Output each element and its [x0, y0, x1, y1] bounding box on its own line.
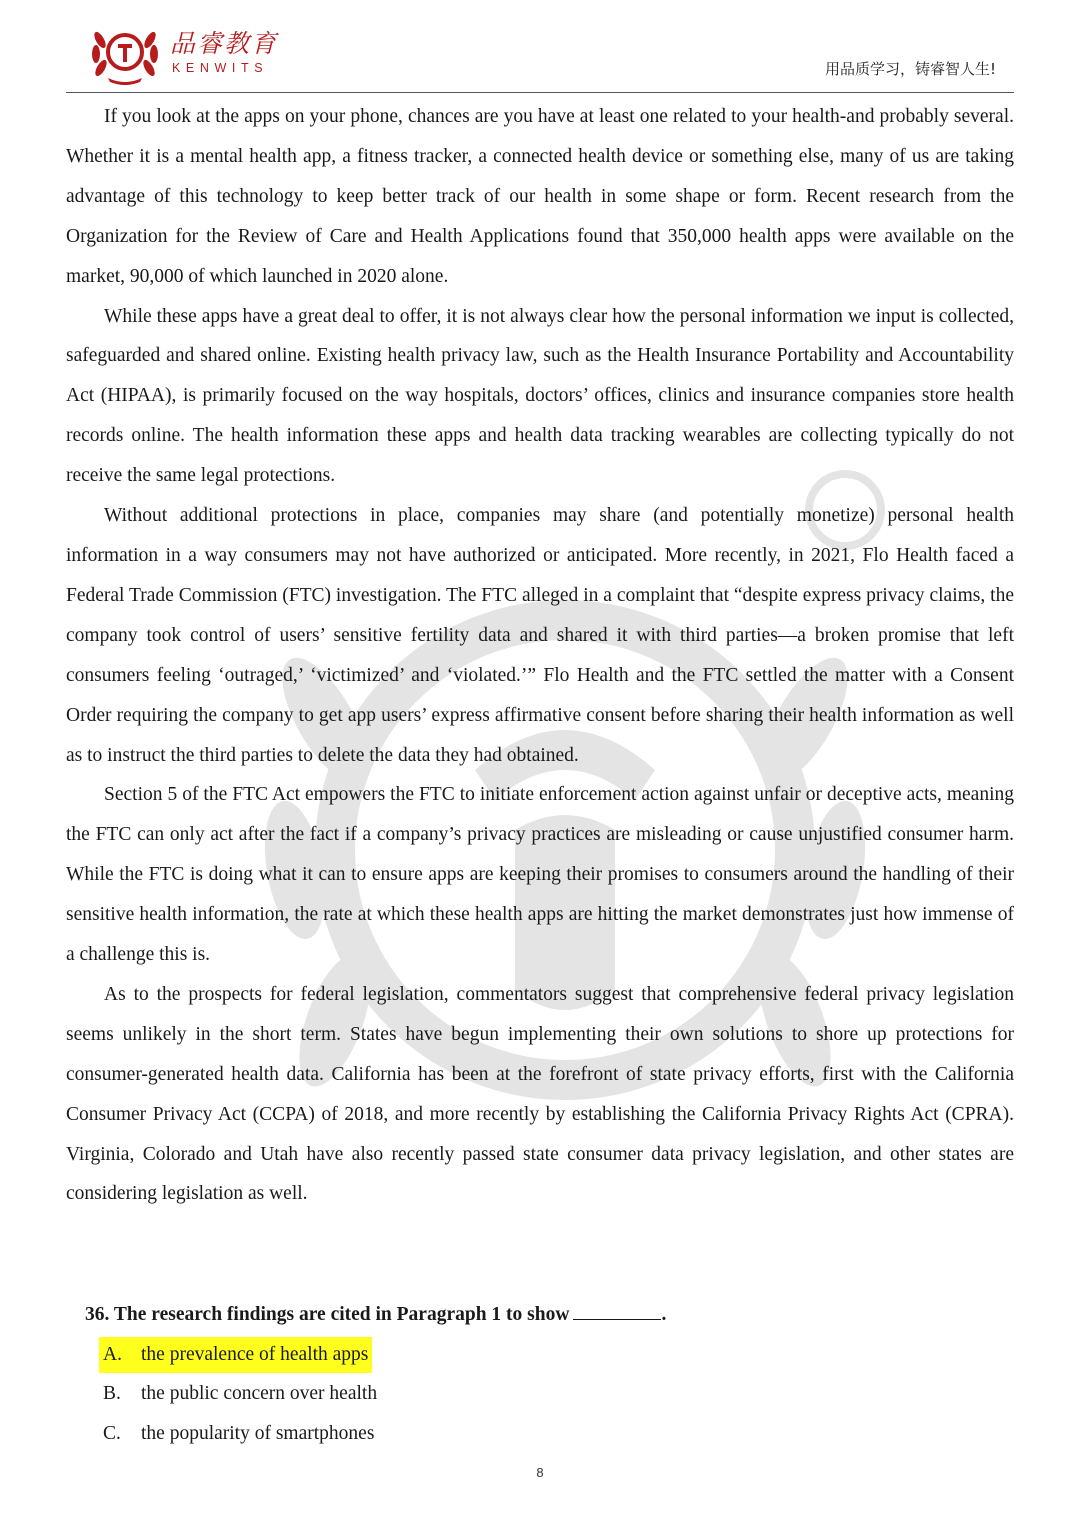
question-end: .: [661, 1304, 667, 1325]
question-36: [85, 1297, 666, 1333]
option-text: the prevalence of health apps: [141, 1344, 369, 1365]
header-slogan: 用品质学习，铸睿智人生!: [824, 60, 996, 78]
option-text: the public concern over health: [141, 1383, 378, 1404]
answer-blank: [573, 1299, 661, 1320]
brand-name-chinese: 品睿教育: [170, 29, 279, 58]
kenwits-logo-icon: [90, 18, 160, 88]
option-c[interactable]: [99, 1416, 378, 1452]
option-b[interactable]: [99, 1376, 381, 1412]
question-stem: 36. The research findings are cited in Paragraph 1 to show: [85, 1304, 570, 1325]
paragraph-5: As to the prospects for federal legislation, commentators suggest that comprehensive federal privacy legislation seems unlikely in the short term. States have begun implementing their own solutions to shore up protections for consumer-generated health data. California has been at the forefront of state privacy efforts, first with the California Consumer Privacy Act (CCPA) of 2018, and more recently by establishing the California Privacy Rights Act (CPRA). Virginia, Colorado and Utah have also recently passed state consumer data privacy legislation, and other states are considering legislation as well.: [66, 983, 1014, 1205]
page-number: 8: [536, 1465, 544, 1480]
page-header: [66, 14, 1014, 93]
option-letter: C.: [103, 1423, 121, 1444]
paragraph-2: While these apps have a great deal to offer, it is not always clear how the personal information we input is collected, safeguarded and shared online. Existing health privacy law, such as the Health Insurance Portability and Accountability Act (HIPAA), is primarily focused on the way hospitals, doctors’ offices, clinics and insurance companies store health records online. The health information these apps and health data tracking wearables are collecting typically do not receive the same legal protections.: [66, 305, 1014, 487]
paragraph-4: Section 5 of the FTC Act empowers the FTC to initiate enforcement action against unfair or deceptive acts, meaning the FTC can only act after the fact if a company’s privacy practices are misleading or cause unjustified consumer harm. While the FTC is doing what it can to ensure apps are keeping their promises to consumers around the handling of their sensitive health information, the rate at which these health apps are hitting the market demonstrates just how immense of a challenge this is.: [66, 784, 1014, 966]
brand-name-english: KENWITS: [172, 61, 269, 75]
option-text: the popularity of smartphones: [141, 1423, 375, 1444]
paragraph-3: Without additional protections in place, companies may share (and potentially monetize) personal health information in a way consumers may not have authorized or anticipated. More recently, in 2021, Flo Health faced a Federal Trade Commission (FTC) investigation. The FTC alleged in a complaint that “despite express privacy claims, the company took control of users’ sensitive fertility data and shared it with third parties—a broken promise that left consumers feeling ‘outraged,’ ‘victimized’ and ‘violated.’” Flo Health and the FTC settled the matter with a Consent Order requiring the company to get app users’ express affirmative consent before sharing their health information as well as to instruct the third parties to delete the data they had obtained.: [66, 505, 1014, 766]
paragraph-1: If you look at the apps on your phone, chances are you have at least one related to your health-and probably several. Whether it is a mental health app, a fitness tracker, a connected health device or something else, many of us are taking advantage of this technology to keep better track of our health in some shape or form. Recent research from the Organization for the Review of Care and Health Applications found that 350,000 health apps were available on the market, 90,000 of which launched in 2020 alone.: [66, 106, 1014, 287]
reading-passage: [66, 97, 1014, 1214]
option-a[interactable]: [99, 1337, 372, 1373]
option-letter: B.: [103, 1383, 121, 1404]
option-letter: A.: [103, 1344, 122, 1365]
